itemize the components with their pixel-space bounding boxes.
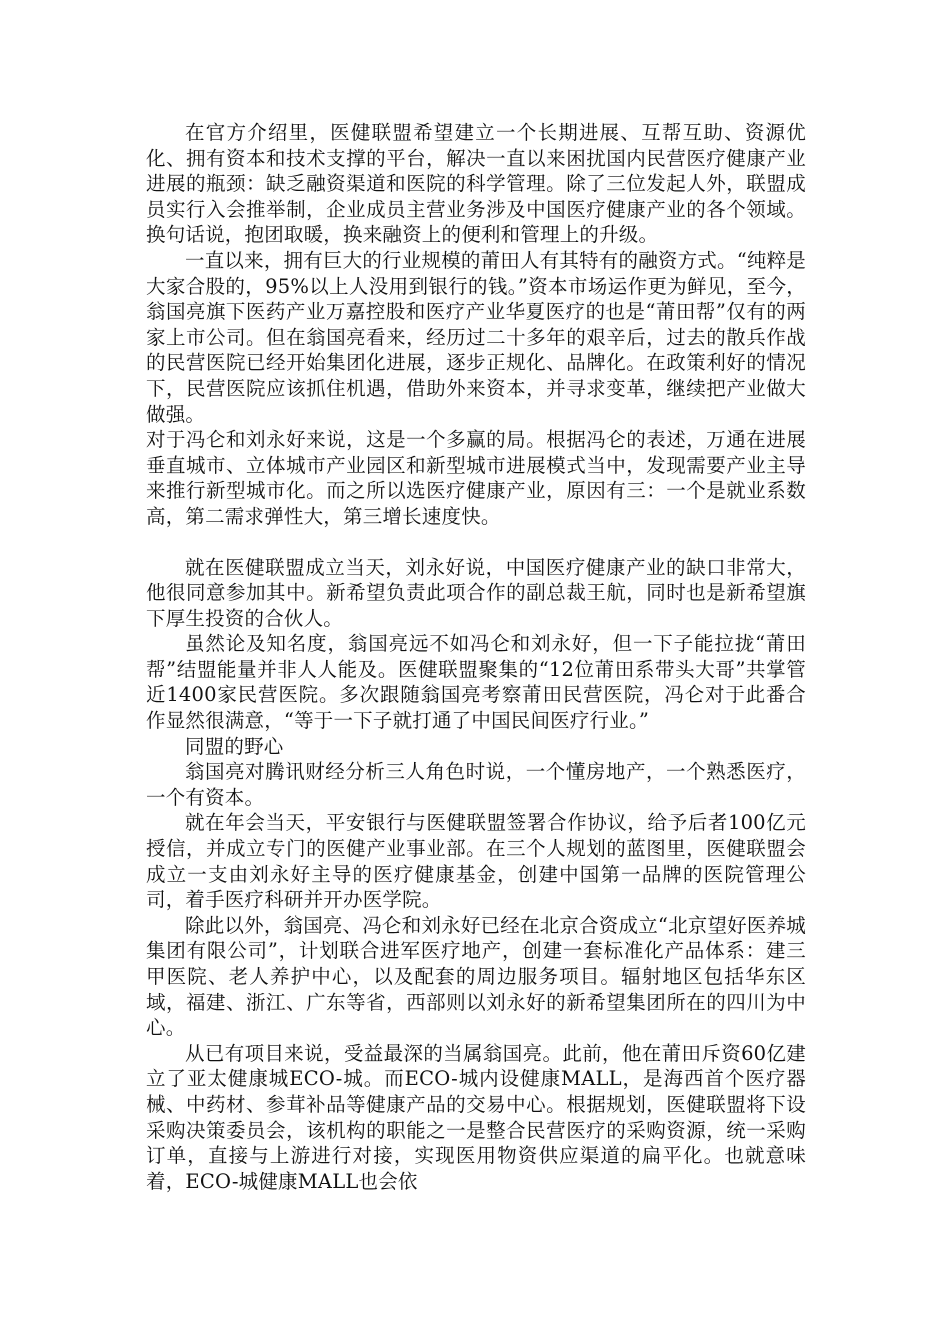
paragraph-official-intro: 在官方介绍里，医健联盟希望建立一个长期进展、互帮互助、资源优化、拥有资本和技术支撑的平台，解决一直以来困扰国内民营医疗健康产业进展的瓶颈：缺乏融资渠道和医院的科学管理。除了三位发起人外，联盟成员实行入会推举制，企业成员主营业务涉及中国医疗健康产业的各个领域。换句话说，抱团取暖，换来融资上的便利和管理上的升级。 bbox=[146, 121, 806, 247]
section-heading-alliance-ambition: 同盟的野心 bbox=[185, 734, 284, 758]
paragraph-win-win: 对于冯仑和刘永好来说，这是一个多赢的局。根据冯仑的表述，万通在进展垂直城市、立体城市产业园区和新型城市进展模式当中，发现需要产业主导来推行新型城市化。而之所以选医疗健康产业，原因有三：一个是就业系数高，第二需求弹性大，第三增长速度快。 bbox=[146, 428, 806, 528]
paragraph-three-roles: 翁国亮对腾讯财经分析三人角色时说，一个懂房地产，一个熟悉医疗，一个有资本。 bbox=[146, 760, 806, 809]
paragraph-liu-yonghao: 就在医健联盟成立当天，刘永好说，中国医疗健康产业的缺口非常大，他很同意参加其中。新希望负责此项合作的副总裁王航，同时也是新希望旗下厚生投资的合伙人。 bbox=[146, 555, 806, 630]
paragraph-putian-financing: 一直以来，拥有巨大的行业规模的莆田人有其特有的融资方式。“纯粹是大家合股的，95%以上人没用到银行的钱。”资本市场运作更为鲜见，至今，翁国亮旗下医药产业万嘉控股和医疗产业华夏医疗的也是“莆田帮”仅有的两家上市公司。但在翁国亮看来，经历过二十多年的艰辛后，过去的散兵作战的民营医院已经开始集团化进展，逐步正规化、品牌化。在政策利好的情况下，民营医院应该抓住机遇，借助外来资本，并寻求变革，继续把产业做大做强。 bbox=[146, 248, 806, 426]
paragraph-pingan-agreement: 就在年会当天，平安银行与医健联盟签署合作协议，给予后者100亿元授信，并成立专门的医健产业事业部。在三个人规划的蓝图里，医健联盟会成立一支由刘永好主导的医疗健康基金，创建中国第一品牌的医院管理公司，着手医疗科研并开办医学院。 bbox=[146, 811, 806, 912]
paragraph-joint-venture: 除此以外，翁国亮、冯仑和刘永好已经在北京合资成立“北京望好医养城集团有限公司”，计划联合进军医疗地产，创建一套标准化产品体系：建三甲医院、老人养护中心，以及配套的周边服务项目。辐射地区包括华东区域，福建、浙江、广东等省，西部则以刘永好的新希望集团所在的四川为中心。 bbox=[146, 913, 806, 1040]
paragraph-weng-guoliang: 虽然论及知名度，翁国亮远不如冯仑和刘永好，但一下子能拉拢“莆田帮”结盟能量并非人人能及。医健联盟聚集的“12位莆田系带头大哥”共掌管近1400家民营医院。多次跟随翁国亮考察莆田民营医院，冯仑对于此番合作显然很满意，“等于一下子就打通了中国民间医疗行业。” bbox=[146, 632, 806, 733]
paragraph-eco-city: 从已有项目来说，受益最深的当属翁国亮。此前，他在莆田斥资60亿建立了亚太健康城ECO-城。而ECO-城内设健康MALL，是海西首个医疗器械、中药材、参茸补品等健康产品的交易中心。根据规划，医健联盟将下设采购决策委员会，该机构的职能之一是整合民营医疗的采购资源，统一采购订单，直接与上游进行对接，实现医用物资供应渠道的扁平化。也就意味着，ECO-城健康MALL也会依 bbox=[146, 1041, 806, 1193]
paragraph-gap bbox=[146, 530, 806, 555]
document-body bbox=[146, 120, 806, 1194]
